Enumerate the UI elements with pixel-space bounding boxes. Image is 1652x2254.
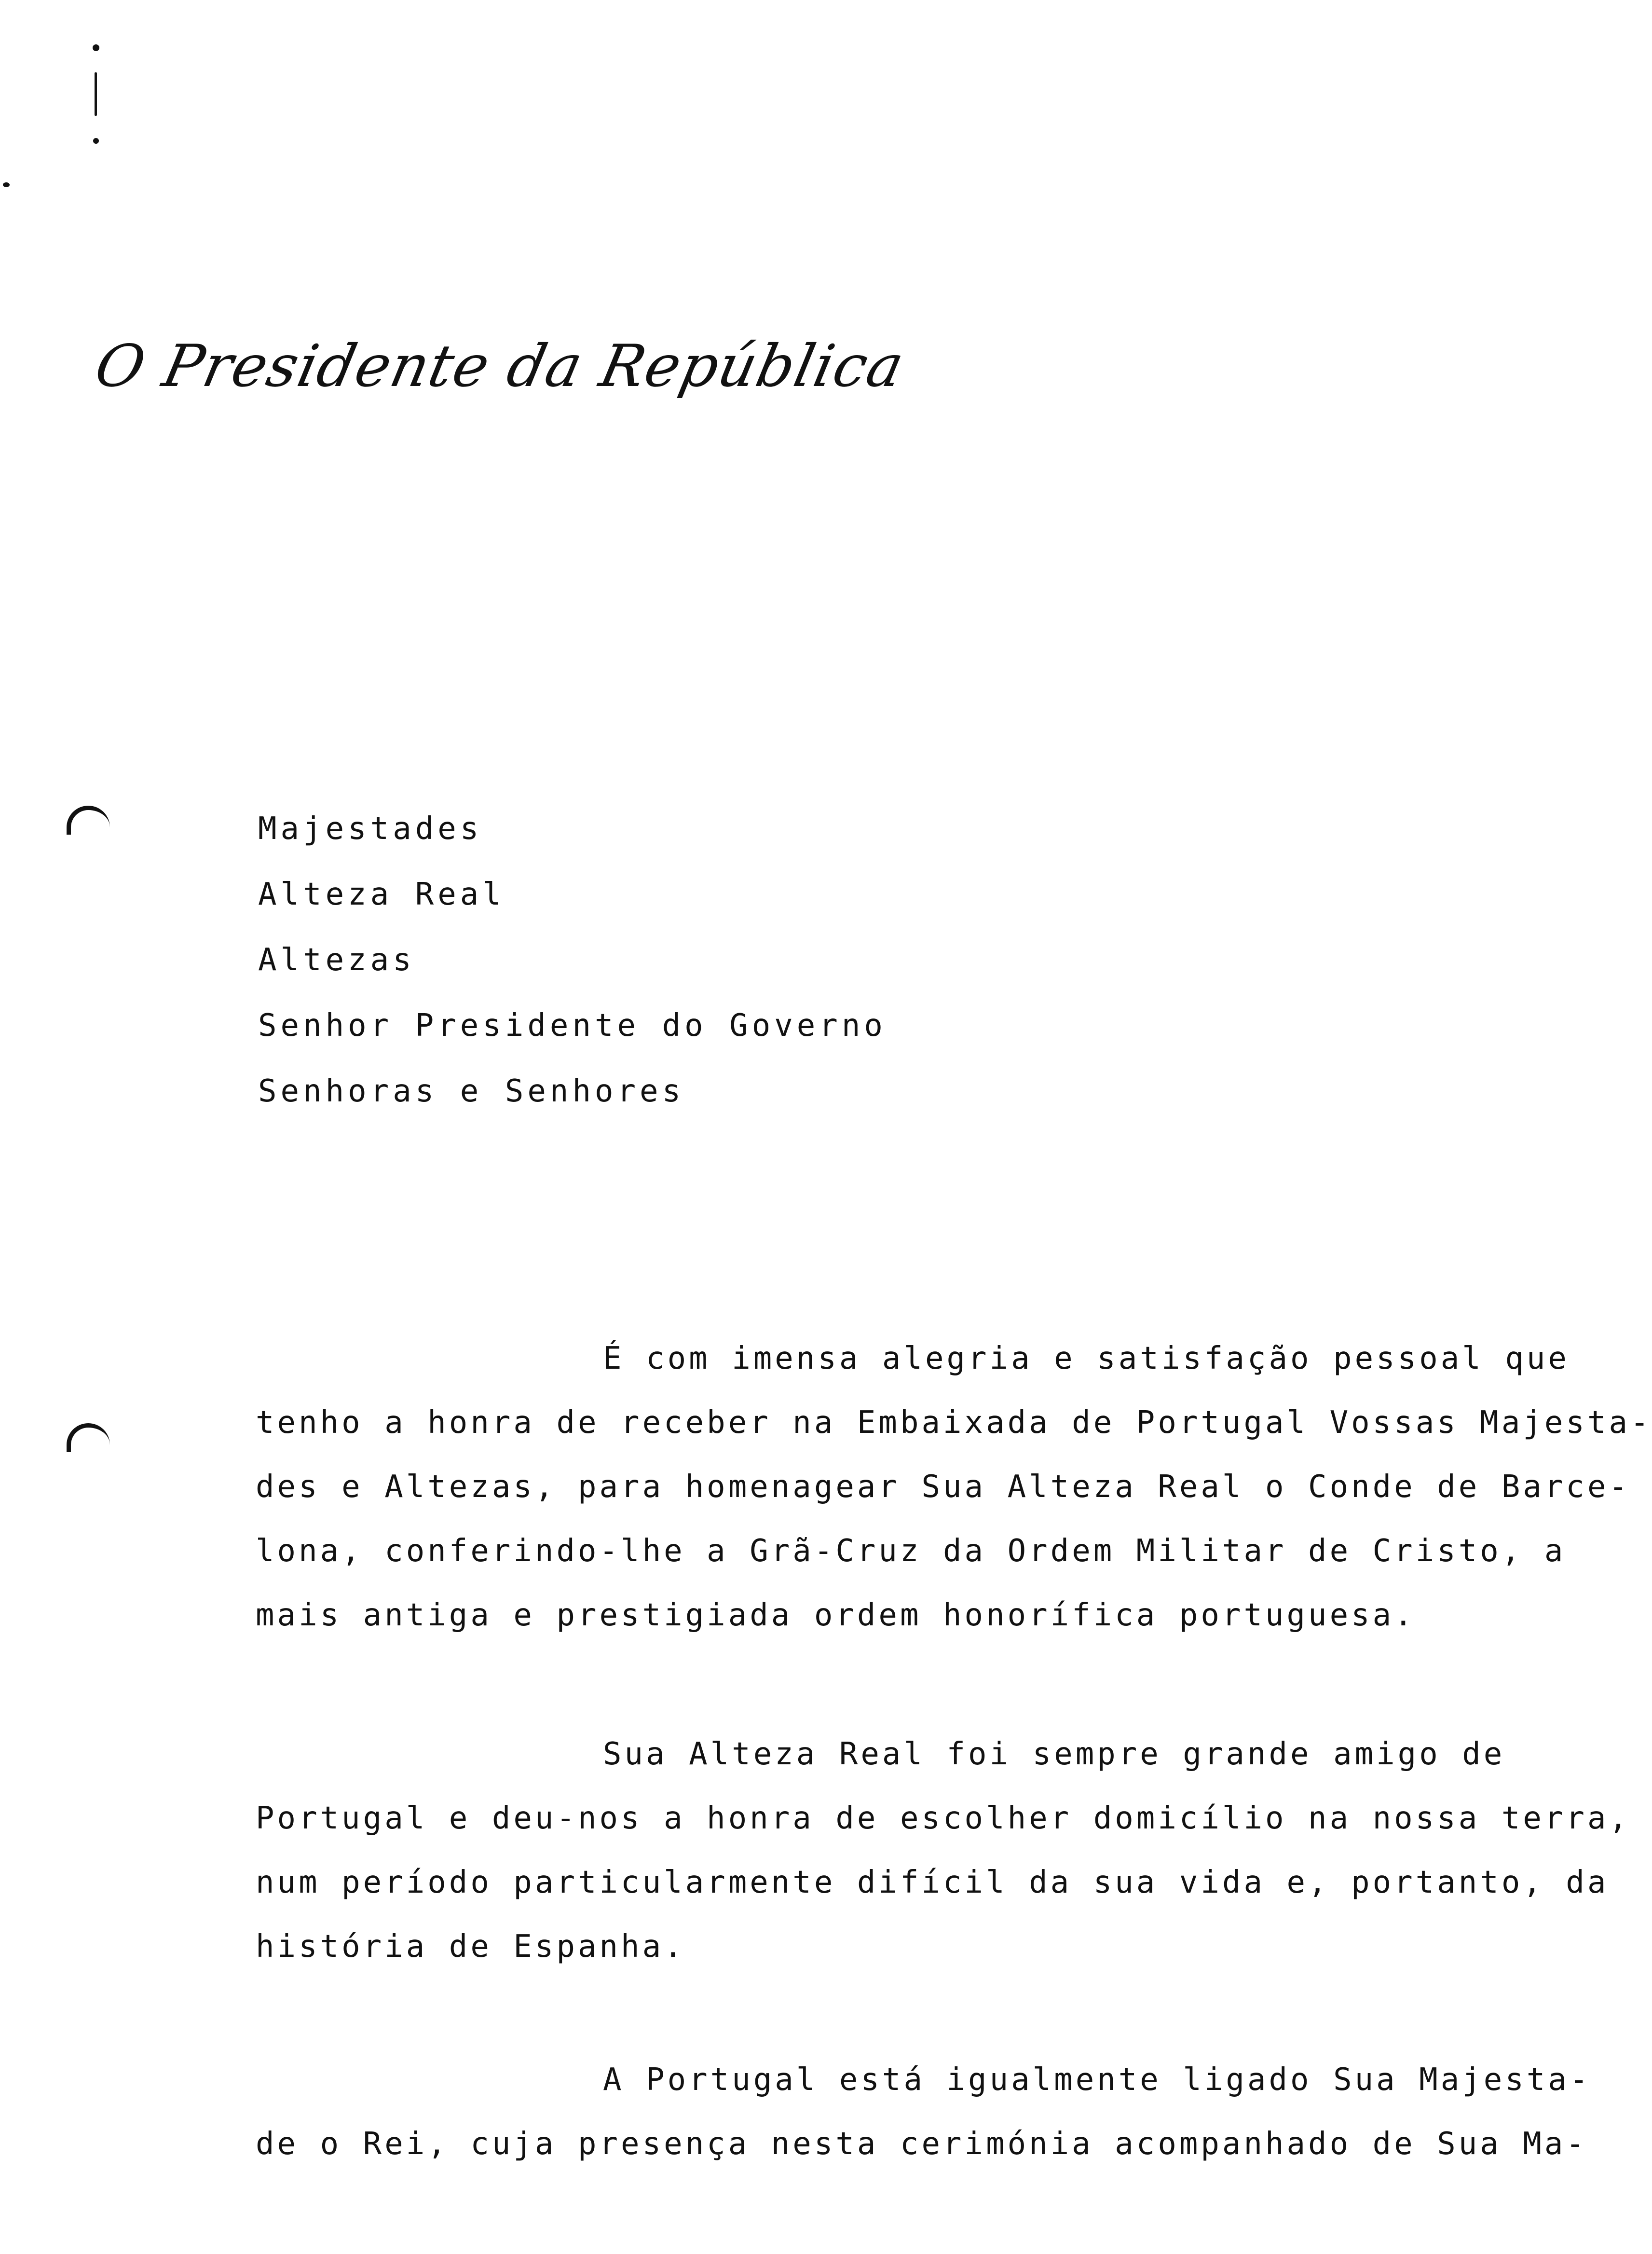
body-paragraph	[256, 2048, 1591, 2176]
text-line: mais antiga e prestigiada ordem honorífica portuguesa.	[256, 1597, 1416, 1633]
margin-dash	[95, 72, 97, 116]
text-line: de o Rei, cuja presença nesta cerimónia acompanhado de Sua Ma-	[256, 2126, 1587, 2162]
margin-dot	[93, 44, 99, 51]
text-line: des e Altezas, para homenagear Sua Alteza Real o Conde de Barce-	[256, 1469, 1630, 1505]
text-line: A Portugal está igualmente ligado Sua Majesta-	[603, 2062, 1591, 2098]
body-paragraph	[256, 1722, 1630, 1979]
margin-dot	[3, 182, 10, 187]
text-line: Portugal e deu-nos a honra de escolher domicílio na nossa terra,	[256, 1800, 1630, 1836]
text-line: É com imensa alegria e satisfação pessoal que	[603, 1341, 1570, 1376]
text-line: Sua Alteza Real foi sempre grande amigo de	[603, 1736, 1505, 1772]
hole-punch-mark	[67, 806, 110, 835]
body-paragraph	[256, 1327, 1652, 1648]
salutation-line: Senhor Presidente do Governo	[258, 1008, 887, 1044]
text-line: num período particularmente difícil da sua vida e, portanto, da	[256, 1865, 1609, 1900]
letterhead: O Presidente da República	[89, 333, 911, 400]
salutation-line: Alteza Real	[258, 877, 505, 912]
text-line: tenho a honra de receber na Embaixada de Portugal Vossas Majesta-	[256, 1405, 1652, 1441]
hole-punch-mark	[67, 1423, 110, 1452]
text-line: lona, conferindo-lhe a Grã-Cruz da Ordem Militar de Cristo, a	[256, 1533, 1566, 1569]
salutation-line: Altezas	[258, 942, 415, 978]
salutation-block	[258, 796, 887, 1124]
text-line: história de Espanha.	[256, 1929, 685, 1965]
salutation-line: Majestades	[258, 811, 483, 847]
salutation-line: Senhoras e Senhores	[258, 1073, 685, 1109]
margin-dot	[93, 138, 99, 144]
